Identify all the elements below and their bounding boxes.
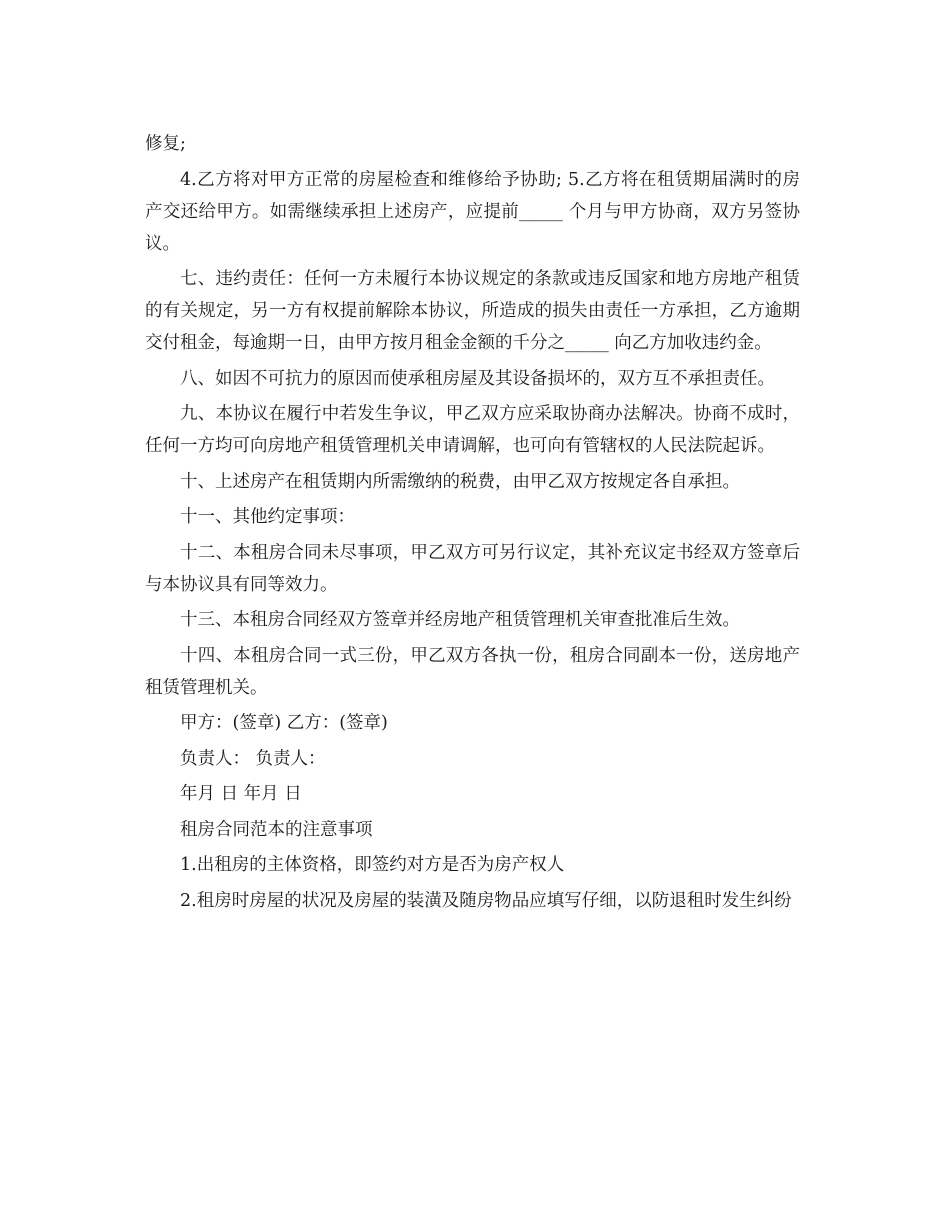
paragraph-clause-14-copies: 十四、本租房合同一式三份，甲乙双方各执一份，租房合同副本一份，送房地产租赁管理机关。	[145, 645, 800, 698]
note-item-2: 2.租房时房屋的状况及房屋的装潢及随房物品应填写仔细，以防退租时发生纠纷	[180, 890, 792, 911]
paragraph-clause-9-disputes: 九、本协议在履行中若发生争议，甲乙双方应采取协商办法解决。协商不成时，任何一方均可向房地产租赁管理机关申请调解，也可向有管辖权的人民法院起诉。	[145, 404, 800, 456]
paragraph-continuation-repair: 修复;	[145, 134, 186, 154]
section-heading-notes: 租房合同范本的注意事项	[180, 819, 373, 840]
signature-line-date: 年月 日 年月 日	[180, 784, 302, 804]
paragraph-clause-10-taxes: 十、上述房产在租赁期内所需缴纳的税费，由甲乙双方按规定各自承担。	[180, 471, 740, 492]
paragraph-clause-7-breach: 七、违约责任：任何一方未履行本协议规定的条款或违反国家和地方房地产租赁的有关规定，另一方有权提前解除本协议，所造成的损失由责任一方承担，乙方逾期交付租金，每逾期一日，由甲方按月租金金额的千分之_____ 向乙方加收违约金。	[145, 269, 800, 353]
document-body	[145, 128, 800, 920]
signature-line-parties: 甲方：(签章) 乙方：(签章)	[180, 713, 388, 733]
signature-line-responsible: 负责人： 负责人：	[180, 748, 326, 769]
paragraph-clause-8-force-majeure: 八、如因不可抗力的原因而使承租房屋及其设备损坏的，双方互不承担责任。	[180, 368, 775, 389]
note-item-1: 1.出租房的主体资格，即签约对方是否为房产权人	[180, 855, 565, 875]
paragraph-clause-12-supplement: 十二、本租房合同未尽事项，甲乙双方可另行议定，其补充议定书经双方签章后与本协议具有同等效力。	[145, 542, 800, 595]
paragraph-clause-4-5: 4.乙方将对甲方正常的房屋检查和维修给予协助; 5.乙方将在租赁期届满时的房产交还给甲方。如需继续承担上述房产，应提前_____ 个月与甲方协商，双方另签协议。	[145, 169, 800, 254]
paragraph-clause-11-other: 十一、其他约定事项：	[180, 507, 355, 527]
paragraph-clause-13-effective: 十三、本租房合同经双方签章并经房地产租赁管理机关审查批准后生效。	[180, 610, 740, 630]
